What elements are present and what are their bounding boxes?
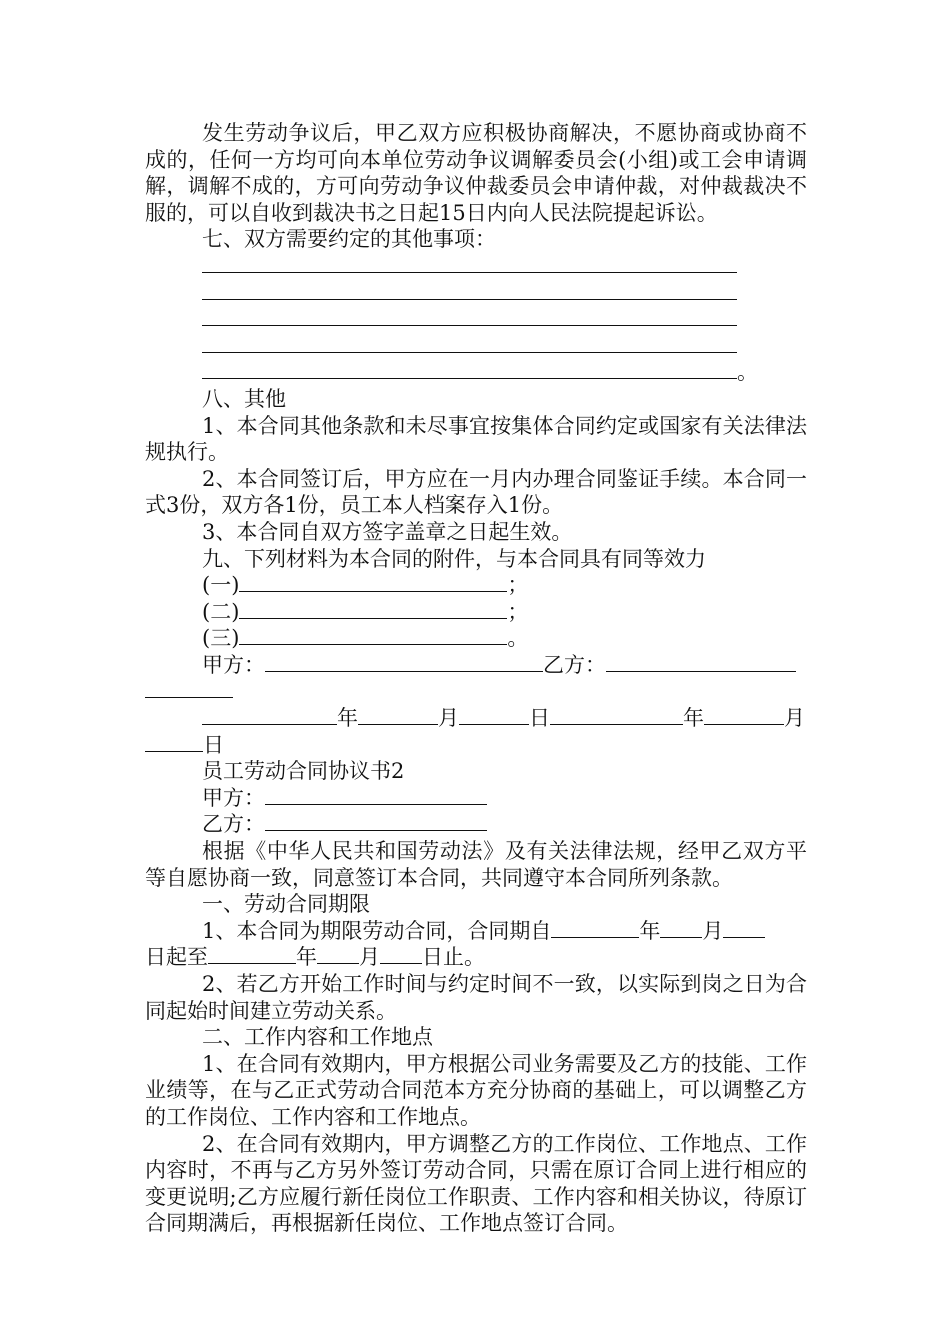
party-b-signature-blank[interactable] (606, 652, 796, 672)
party-a-label: 甲方： (202, 785, 265, 810)
blank-line[interactable] (202, 253, 737, 273)
section7-blank-lines (145, 253, 807, 386)
term-from-text: 日起至 (145, 945, 208, 970)
party-b-label: 乙方： (543, 652, 606, 677)
month-label: 月 (359, 945, 380, 970)
year-label: 年 (683, 706, 704, 731)
blank-line[interactable] (202, 333, 737, 353)
day-label: 日 (529, 706, 550, 731)
day-blank[interactable] (459, 705, 529, 725)
section8-item2: 2、本合同签订后，甲方应在一月内办理合同鉴证手续。本合同一式3份，双方各1份，员工本人档案存入1份。 (145, 466, 807, 518)
party-a-label: 甲方： (202, 652, 265, 677)
term-end-text: 日止。 (422, 945, 485, 970)
dispute-paragraph: 发生劳动争议后，甲乙双方应积极协商解决，不愿协商或协商不成的，任何一方均可向本单位劳动争议调解委员会(小组)或工会申请调解，调解不成的，方可向劳动争议仲裁委员会申请仲裁，对仲裁裁决不服的，可以自收到裁决书之日起15日内向人民法院提起诉讼。 (145, 121, 807, 225)
contract2-party-a-row (145, 785, 807, 812)
blank-line[interactable] (202, 359, 737, 379)
term-row (145, 918, 807, 945)
attachment-row (145, 572, 807, 599)
term-text: 1、本合同为期限劳动合同，合同期自 (202, 918, 552, 943)
attachment-end: 。 (507, 626, 529, 651)
section8-item1: 1、本合同其他条款和未尽事宜按集体合同约定或国家有关法律法规执行。 (145, 413, 807, 465)
contract2-party-b-row (145, 811, 807, 838)
party-b-signature-blank[interactable] (145, 678, 233, 698)
attachment-label: (三) (202, 626, 240, 651)
term-row-cont (145, 944, 807, 971)
document-page (145, 120, 807, 1237)
section7-end-mark: 。 (737, 360, 758, 385)
end-day-blank[interactable] (380, 944, 422, 964)
blank-line[interactable] (202, 306, 737, 326)
contract2-s1-heading: 一、劳动合同期限 (202, 892, 370, 917)
attachment-blank[interactable] (239, 572, 507, 592)
start-month-blank[interactable] (660, 918, 702, 938)
month-label: 月 (784, 706, 805, 731)
section8-heading: 八、其他 (202, 386, 286, 411)
month-blank[interactable] (358, 705, 438, 725)
section8-item3: 3、本合同自双方签字盖章之日起生效。 (202, 519, 573, 544)
year-blank[interactable] (550, 705, 683, 725)
party-b-label: 乙方： (202, 812, 265, 837)
date-row (145, 705, 807, 732)
attachment-blank[interactable] (239, 599, 507, 619)
attachment-end: ； (507, 599, 529, 624)
blank-line[interactable] (202, 280, 737, 300)
attachment-blank[interactable] (239, 625, 507, 645)
section7-heading: 七、双方需要约定的其他事项： (202, 227, 496, 252)
month-label: 月 (438, 706, 459, 731)
year-label: 年 (337, 706, 358, 731)
day-blank[interactable] (145, 732, 203, 752)
contract2-title: 员工劳动合同协议书2 (202, 759, 405, 784)
section9-heading: 九、下列材料为本合同的附件，与本合同具有同等效力 (202, 546, 706, 571)
attachment-label: (一) (202, 573, 240, 598)
attachment-end: ； (507, 573, 529, 598)
end-year-blank[interactable] (208, 944, 296, 964)
start-day-blank[interactable] (723, 918, 765, 938)
attachment-label: (二) (202, 599, 240, 624)
contract2-s2-item2: 2、在合同有效期内，甲方调整乙方的工作岗位、工作地点、工作内容时，不再与乙方另外签订劳动合同，只需在原订合同上进行相应的变更说明;乙方应履行新任岗位工作职责、工作内容和相关协议，待原订合同期满后，再根据新任岗位、工作地点签订合同。 (145, 1131, 807, 1236)
month-label: 月 (702, 918, 724, 943)
contract2-s2-heading: 二、工作内容和工作地点 (202, 1025, 433, 1050)
end-month-blank[interactable] (317, 944, 359, 964)
party-b-blank[interactable] (265, 811, 487, 831)
attachment-row (145, 599, 807, 626)
contract2-preamble: 根据《中华人民共和国劳动法》及有关法律法规，经甲乙双方平等自愿协商一致，同意签订本合同，共同遵守本合同所列条款。 (145, 839, 807, 890)
signature-row-cont (145, 678, 807, 705)
year-blank[interactable] (202, 705, 337, 725)
date-row-cont (145, 732, 807, 759)
month-blank[interactable] (704, 705, 784, 725)
contract2-s2-item1: 1、在合同有效期内，甲方根据公司业务需要及乙方的技能、工作业绩等，在与乙正式劳动合同范本方充分协商的基础上，可以调整乙方的工作岗位、工作内容和工作地点。 (145, 1051, 807, 1129)
year-label: 年 (639, 918, 661, 943)
contract2-s1-item2: 2、若乙方开始工作时间与约定时间不一致，以实际到岗之日为合同起始时间建立劳动关系。 (145, 972, 807, 1023)
start-year-blank[interactable] (551, 918, 639, 938)
party-a-signature-blank[interactable] (265, 652, 543, 672)
day-label: 日 (203, 732, 224, 757)
year-label: 年 (296, 945, 317, 970)
signature-row (145, 652, 807, 679)
party-a-blank[interactable] (265, 785, 487, 805)
attachment-row (145, 625, 807, 652)
